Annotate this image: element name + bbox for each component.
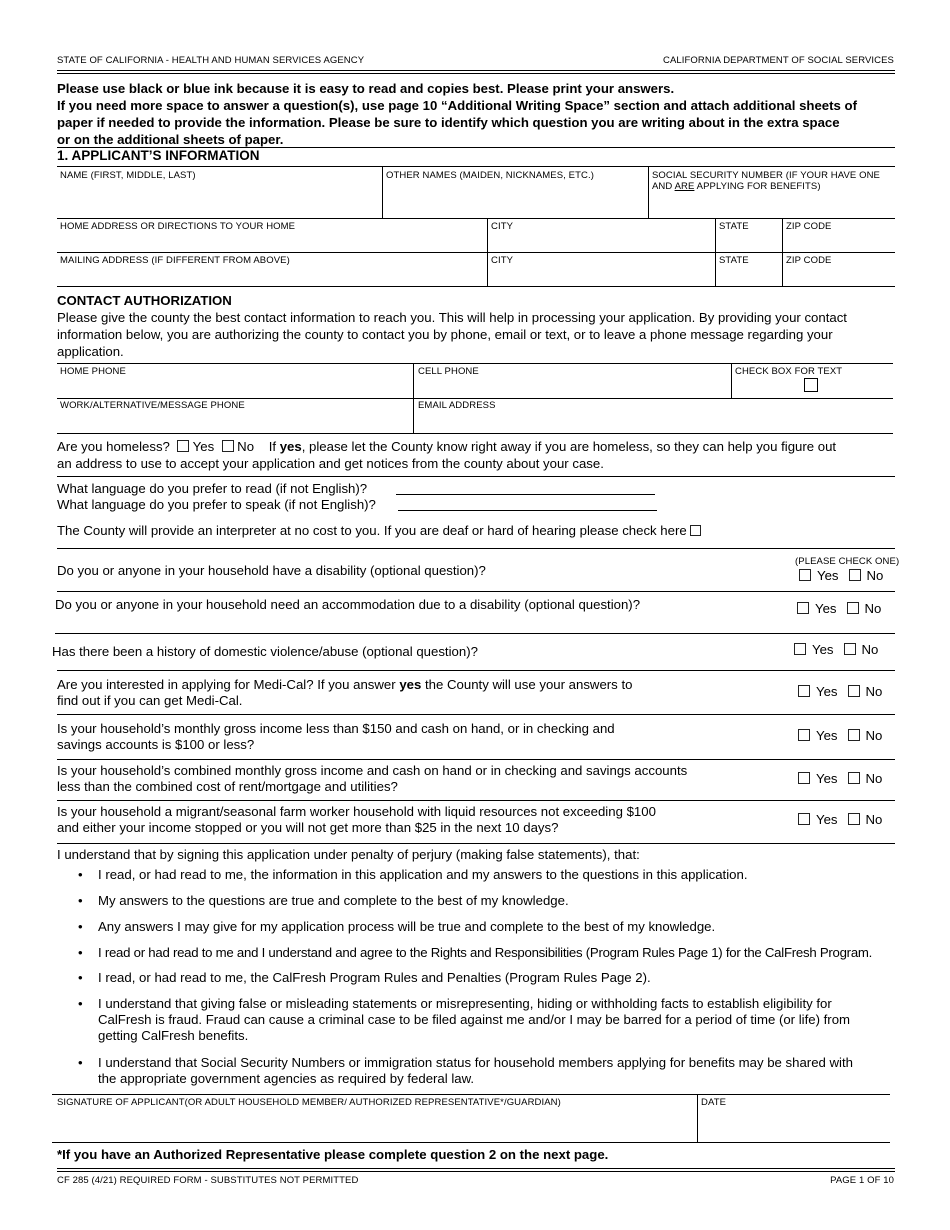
attestation-text: My answers to the questions are true and complete to the best of my knowledge. [98, 893, 569, 908]
attestation-item: • I read, or had read to me, the information in this application and my answers to the questions in this application. [78, 867, 748, 882]
yes-label: Yes [816, 728, 838, 743]
language-speak-question: What language do you prefer to speak (if not English)? [57, 497, 376, 512]
question-line: savings accounts is $100 or less? [57, 737, 255, 752]
signature-field[interactable] [52, 1108, 695, 1140]
instructions-line: paper if needed to provide the information. Please be sure to identify which question you are writing about in the extra space [57, 115, 840, 130]
yes-label: Yes [817, 568, 839, 583]
divider [57, 363, 893, 364]
divider [57, 166, 895, 167]
home-phone-field[interactable] [57, 377, 412, 396]
income-rent-no-checkbox[interactable] [848, 772, 860, 784]
attestation-item: • My answers to the questions are true and complete to the best of my knowledge. [78, 893, 569, 908]
email-label: EMAIL ADDRESS [418, 400, 496, 411]
homeless-note-part: , please let the County know right away if you are homeless, so they can help you figure out [301, 439, 837, 454]
yes-label: Yes [815, 601, 837, 616]
contact-text-line: information below, you are authorizing the county to contact you by phone, email or text, or to leave a phone message regarding your [57, 327, 833, 342]
yes-label: Yes [812, 642, 834, 657]
section-title: 1. APPLICANT’S INFORMATION [57, 148, 260, 163]
interpreter-note [57, 523, 701, 539]
domestic-violence-yes-no [794, 642, 888, 657]
agency-header: STATE OF CALIFORNIA - HEALTH AND HUMAN SERVICES AGENCY [57, 55, 365, 66]
no-label: No [865, 771, 883, 786]
mailing-zip-field[interactable] [784, 266, 894, 284]
homeless-note-part: yes [279, 439, 302, 454]
no-label: No [861, 642, 879, 657]
income-150-yes-checkbox[interactable] [798, 729, 810, 741]
other-names-field-label: OTHER NAMES (MAIDEN, NICKNAMES, ETC.) [386, 170, 594, 181]
divider [57, 670, 895, 671]
question-part: Are you interested in applying for Medi-Cal? If you answer [57, 677, 400, 692]
ssn-label-line [652, 181, 880, 192]
attestation-text: the appropriate government agencies as required by federal law. [98, 1071, 475, 1086]
homeless-note-part: If [268, 439, 280, 454]
accommodation-no-checkbox[interactable] [847, 602, 859, 614]
signature-label: SIGNATURE OF APPLICANT(OR ADULT HOUSEHOLD MEMBER/ AUTHORIZED REPRESENTATIVE*/GUARDIAN) [57, 1097, 561, 1108]
contact-text-line: Please give the county the best contact information to reach you. This will help in processing your application. By providing your contact [57, 310, 847, 325]
text-checkbox[interactable] [804, 378, 818, 392]
divider [57, 714, 895, 715]
accommodation-question: Do you or anyone in your household need an accommodation due to a disability (optional question)? [55, 597, 641, 612]
disability-question: Do you or anyone in your household have a disability (optional question)? [57, 563, 486, 578]
name-field-label: NAME (FIRST, MIDDLE, LAST) [60, 170, 196, 181]
question-line: Is your household’s monthly gross income less than $150 and cash on hand, or in checking and [57, 721, 615, 736]
contact-text [57, 309, 897, 360]
attestation-item: • I understand that giving false or misleading statements or misrepresenting, hiding or withholding facts to establish eligibility for CalFresh is fraud. Fraud can cause a criminal case to be filed against me and/or I may be barred for a period of time (or life) from getting CalFresh benefits. [98, 996, 898, 1044]
income-rent-yes-checkbox[interactable] [798, 772, 810, 784]
question-line: less than the combined cost of rent/mortgage and utilities? [57, 779, 398, 794]
divider [57, 759, 895, 760]
medi-cal-question [57, 677, 632, 709]
homeless-yes-checkbox[interactable] [177, 440, 189, 452]
homeless-yes-label: Yes [192, 439, 215, 454]
divider [382, 166, 383, 218]
no-label: No [865, 684, 883, 699]
home-zip-label: ZIP CODE [786, 221, 832, 232]
home-zip-field[interactable] [784, 232, 894, 250]
homeless-question [57, 439, 897, 455]
question-line: and either your income stopped or you will not get more than $25 in the next 10 days? [57, 820, 559, 835]
contact-text-line: application. [57, 344, 124, 359]
medi-cal-yes-no [798, 684, 892, 699]
divider [57, 476, 895, 477]
ssn-label-part: ARE [674, 181, 695, 192]
instructions-line: or on the additional sheets of paper. [57, 132, 284, 147]
cell-phone-field[interactable] [415, 377, 729, 396]
no-label: No [865, 812, 883, 827]
mailing-address-label: MAILING ADDRESS (IF DIFFERENT FROM ABOVE) [60, 255, 290, 266]
ssn-field-label [652, 170, 880, 192]
yes-label: Yes [816, 684, 838, 699]
home-address-label: HOME ADDRESS OR DIRECTIONS TO YOUR HOME [60, 221, 296, 232]
mailing-zip-label: ZIP CODE [786, 255, 832, 266]
divider [782, 218, 783, 252]
date-field[interactable] [699, 1108, 889, 1140]
migrant-worker-yes-no [798, 812, 892, 827]
no-label: No [865, 728, 883, 743]
divider [715, 218, 716, 252]
work-phone-field[interactable] [57, 411, 412, 431]
medi-cal-question-line: find out if you can get Medi-Cal. [57, 693, 243, 708]
divider [55, 633, 895, 634]
divider [57, 252, 895, 253]
divider [648, 166, 649, 218]
mailing-state-field[interactable] [717, 266, 781, 284]
divider [57, 800, 895, 801]
divider [52, 1142, 890, 1143]
divider [57, 398, 893, 399]
language-read-field[interactable] [396, 494, 655, 495]
migrant-worker-yes-checkbox[interactable] [798, 813, 810, 825]
cell-phone-label: CELL PHONE [418, 366, 479, 377]
income-rent-question [57, 763, 687, 795]
accommodation-yes-checkbox[interactable] [797, 602, 809, 614]
ssn-label-part: AND [652, 181, 675, 192]
attestation-item: • I read or had read to me and I understand and agree to the Rights and Responsibilities (Program Rules Page 1) for the CalFresh Program. [78, 945, 873, 960]
income-rent-yes-no [798, 771, 892, 786]
mailing-state-label: STATE [719, 255, 749, 266]
divider [487, 252, 488, 286]
mailing-city-label: CITY [491, 255, 514, 266]
disability-no-checkbox[interactable] [849, 569, 861, 581]
divider [57, 843, 895, 844]
yes-label: Yes [816, 812, 838, 827]
income-150-yes-no [798, 728, 892, 743]
language-speak-field[interactable] [398, 510, 657, 511]
homeless-no-checkbox[interactable] [222, 440, 234, 452]
homeless-question-text: Are you homeless? [57, 439, 170, 454]
home-city-label: CITY [491, 221, 514, 232]
disability-yes-checkbox[interactable] [799, 569, 811, 581]
attestation-text: I understand that Social Security Numbers or immigration status for household members applying for benefits may be shared with [98, 1055, 853, 1070]
divider [52, 1094, 890, 1095]
email-field[interactable] [415, 411, 893, 431]
date-label: DATE [701, 1097, 727, 1108]
medi-cal-yes-checkbox[interactable] [798, 685, 810, 697]
attestation-text: I understand that giving false or misleading statements or misrepresenting, hiding or withholding facts to establish eligibility for [98, 996, 832, 1011]
text-check-label: CHECK BOX FOR TEXT [735, 366, 843, 377]
divider [57, 591, 895, 592]
question-part: yes [399, 677, 422, 692]
interpreter-text: The County will provide an interpreter at no cost to you. If you are deaf or hard of hearing please check here [57, 523, 687, 538]
yes-label: Yes [816, 771, 838, 786]
name-field[interactable] [57, 180, 381, 216]
attestation-intro: I understand that by signing this application under penalty of perjury (making false statements), that: [57, 847, 640, 862]
home-state-field[interactable] [717, 232, 781, 250]
divider [57, 433, 893, 434]
no-label: No [866, 568, 884, 583]
question-part: the County will use your answers to [421, 677, 633, 692]
home-city-field[interactable] [489, 232, 714, 250]
authorized-rep-note: *If you have an Authorized Representative please complete question 2 on the next page. [57, 1147, 609, 1162]
divider [487, 218, 488, 252]
home-state-label: STATE [719, 221, 749, 232]
attestation-item: • I understand that Social Security Numbers or immigration status for household members applying for benefits may be shared with the appropriate government agencies as required by federal law. [98, 1055, 898, 1087]
attestation-text: I read, or had read to me, the information in this application and my answers to the questions in this application. [98, 867, 748, 882]
mailing-city-field[interactable] [489, 266, 714, 284]
attestation-text: CalFresh is fraud. Fraud can cause a criminal case to be filed against me and/or I may be barred for a period of time (or life) from [98, 1012, 851, 1027]
ssn-label-line: SOCIAL SECURITY NUMBER (IF YOUR HAVE ONE [652, 170, 880, 181]
form-id: CF 285 (4/21) REQUIRED FORM - SUBSTITUTES NOT PERMITTED [57, 1175, 359, 1186]
please-check-one-label: (PLEASE CHECK ONE) [795, 556, 900, 567]
domestic-violence-question: Has there been a history of domestic violence/abuse (optional question)? [52, 644, 478, 659]
instructions [57, 80, 897, 148]
income-150-question [57, 721, 615, 753]
instructions-line: Please use black or blue ink because it is easy to read and copies best. Please print your answers. [57, 81, 675, 96]
disability-yes-no [799, 568, 893, 583]
homeless-no-label: No [237, 439, 255, 454]
home-phone-label: HOME PHONE [60, 366, 126, 377]
income-150-no-checkbox[interactable] [848, 729, 860, 741]
divider [715, 252, 716, 286]
divider [57, 218, 895, 219]
instructions-line: If you need more space to answer a question(s), use page 10 “Additional Writing Space” section and attach additional sheets of [57, 98, 857, 113]
contact-title: CONTACT AUTHORIZATION [57, 293, 232, 308]
homeless-note-line2: an address to use to accept your application and get notices from the county about your case. [57, 456, 604, 471]
language-read-question: What language do you prefer to read (if not English)? [57, 481, 368, 496]
question-line: Is your household’s combined monthly gross income and cash on hand or in checking and savings accounts [57, 763, 688, 778]
other-names-field[interactable] [384, 180, 647, 216]
department-header: CALIFORNIA DEPARTMENT OF SOCIAL SERVICES [663, 55, 894, 66]
accommodation-yes-no [797, 601, 891, 616]
home-address-field[interactable] [57, 232, 486, 250]
divider [57, 73, 895, 74]
attestation-text: I read, or had read to me, the CalFresh Program Rules and Penalties (Program Rules Page 2). [98, 970, 651, 985]
mailing-address-field[interactable] [57, 266, 486, 284]
question-line: Is your household a migrant/seasonal farm worker household with liquid resources not exceeding $100 [57, 804, 656, 819]
migrant-worker-question [57, 804, 656, 836]
divider [57, 548, 895, 549]
page-number: PAGE 1 OF 10 [830, 1175, 894, 1186]
ssn-field[interactable] [650, 194, 894, 216]
attestation-item: • Any answers I may give for my application process will be true and complete to the best of my knowledge. [78, 919, 716, 934]
domestic-violence-no-checkbox[interactable] [844, 643, 856, 655]
divider [731, 363, 732, 398]
medi-cal-question-line [57, 677, 632, 693]
attestation-item: • I read, or had read to me, the CalFresh Program Rules and Penalties (Program Rules Page 2). [78, 970, 651, 985]
work-phone-label: WORK/ALTERNATIVE/MESSAGE PHONE [60, 400, 245, 411]
divider [57, 286, 895, 287]
domestic-violence-yes-checkbox[interactable] [794, 643, 806, 655]
divider [697, 1094, 698, 1142]
divider [782, 252, 783, 286]
no-label: No [864, 601, 882, 616]
medi-cal-no-checkbox[interactable] [848, 685, 860, 697]
attestation-text: Any answers I may give for my application process will be true and complete to the best of my knowledge. [98, 919, 716, 934]
divider [57, 1168, 895, 1169]
attestation-text: getting CalFresh benefits. [98, 1028, 249, 1043]
divider [57, 70, 895, 71]
ssn-label-part: APPLYING FOR BENEFITS) [694, 181, 821, 192]
deaf-hoh-checkbox[interactable] [690, 525, 701, 536]
attestation-text: I read or had read to me and I understand and agree to the Rights and Responsibilities (Program Rules Page 1) for the CalFresh Program. [98, 945, 873, 960]
divider [57, 1171, 895, 1172]
migrant-worker-no-checkbox[interactable] [848, 813, 860, 825]
